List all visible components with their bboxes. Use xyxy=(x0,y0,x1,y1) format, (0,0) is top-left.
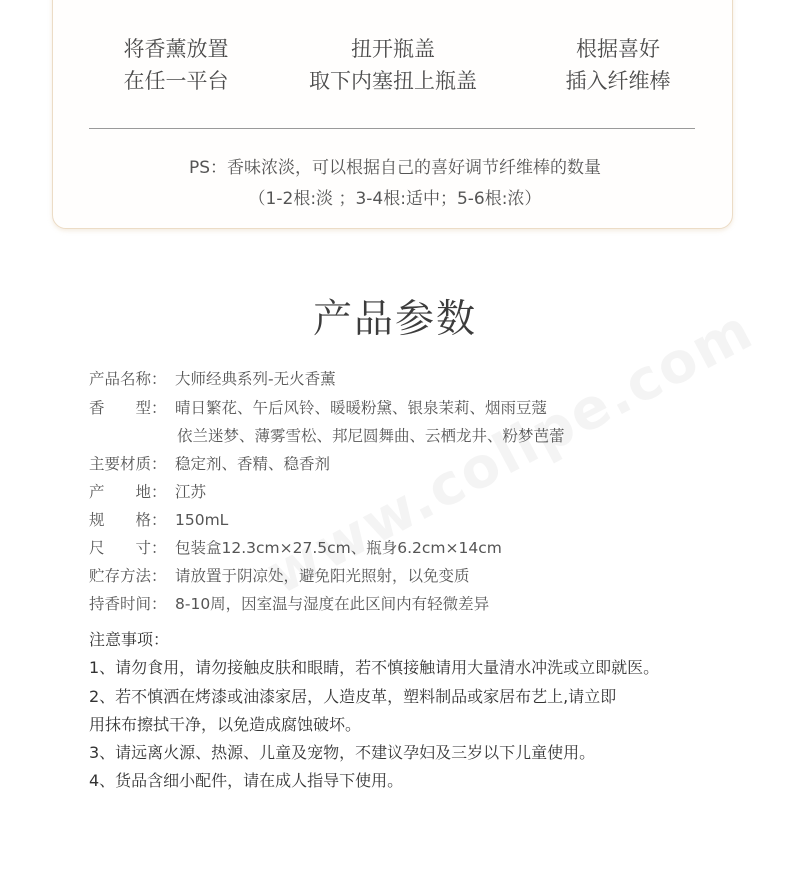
param-value: 大师经典系列-无火香薰 xyxy=(175,370,336,388)
caution-line-4: 4、货品含细小配件，请在成人指导下使用。 xyxy=(89,771,404,790)
param-row-name xyxy=(89,367,336,391)
caution-line-2: 2、若不慎洒在烤漆或油漆家居，人造皮革，塑料制品或家居布艺上,请立即 xyxy=(89,687,617,706)
param-label: 持香时间： xyxy=(89,595,167,613)
step-1-line-1: 将香薰放置 xyxy=(123,37,229,61)
param-value: 稳定剂、香精、稳香剂 xyxy=(175,455,331,473)
step-3-line-2: 插入纤维棒 xyxy=(565,69,671,93)
caution-line-1: 1、请勿食用，请勿接触皮肤和眼睛，若不慎接触请用大量清水冲洗或立即就医。 xyxy=(89,658,660,677)
param-value: 江苏 xyxy=(175,483,207,501)
param-label: 产 地： xyxy=(89,483,167,501)
param-label: 主要材质： xyxy=(89,455,167,473)
param-label: 尺 寸： xyxy=(89,539,167,557)
param-row-storage xyxy=(89,564,470,588)
caution-line-2-continued: 用抹布擦拭干净，以免造成腐蚀破坏。 xyxy=(89,715,362,734)
param-row-volume xyxy=(89,508,228,532)
step-3-line-1: 根据喜好 xyxy=(576,37,660,61)
caution-title: 注意事项： xyxy=(89,630,170,649)
param-label: 贮存方法： xyxy=(89,567,167,585)
param-label: 香 型： xyxy=(89,399,167,417)
param-value: 包装盒12.3cm×27.5cm、瓶身6.2cm×14cm xyxy=(175,539,502,557)
param-row-size xyxy=(89,536,502,560)
param-value: 晴日繁花、午后风铃、暖暖粉黛、银泉茉莉、烟雨豆蔻 xyxy=(175,399,548,417)
fragrance-strength-note: PS：香味浓淡，可以根据自己的喜好调节纤维棒的数量 xyxy=(188,158,602,178)
param-value: 请放置于阴凉处，避免阳光照射，以免变质 xyxy=(175,567,470,585)
param-row-material xyxy=(89,452,330,476)
caution-line-3: 3、请远离火源、热源、儿童及宠物，不建议孕妇及三岁以下儿童使用。 xyxy=(89,743,596,762)
param-scent-continued: 依兰迷梦、薄雾雪松、邦尼圆舞曲、云栖龙井、粉梦芭蕾 xyxy=(177,427,565,445)
param-label: 规 格： xyxy=(89,511,167,529)
param-value: 8-10周，因室温与湿度在此区间内有轻微差异 xyxy=(175,595,490,613)
param-label: 产品名称： xyxy=(89,370,167,388)
param-row-scent xyxy=(89,396,547,420)
step-2-line-1: 扭开瓶盖 xyxy=(351,37,435,61)
step-1-line-2: 在任一平台 xyxy=(123,69,229,93)
param-row-origin xyxy=(89,480,206,504)
param-value: 150mL xyxy=(175,511,229,529)
fiber-stick-count-note: （1-2根:淡 ；3-4根:适中；5-6根:浓） xyxy=(248,189,542,209)
step-2-line-2: 取下内塞扭上瓶盖 xyxy=(309,69,477,93)
param-row-duration xyxy=(89,592,489,616)
section-title: 产品参数 xyxy=(312,297,477,342)
card-divider xyxy=(89,128,695,129)
